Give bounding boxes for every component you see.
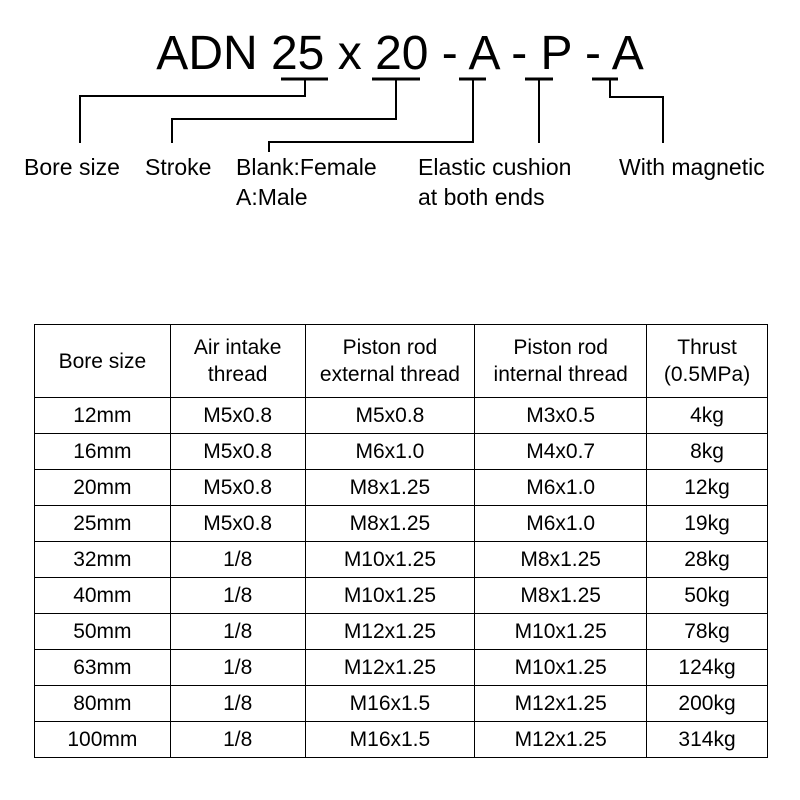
table-row [35, 506, 768, 542]
table-row [35, 650, 768, 686]
table-cell: 1/8 [170, 722, 305, 758]
table-cell: M10x1.25 [305, 578, 475, 614]
code-cushion: P [540, 27, 572, 80]
table-cell: M10x1.25 [475, 650, 647, 686]
column-header [35, 325, 171, 398]
table-cell: 50kg [647, 578, 768, 614]
column-header-text: Thrust [677, 336, 737, 359]
table-cell: M12x1.25 [475, 722, 647, 758]
label-stroke: Stroke [145, 154, 212, 180]
table-cell: 124kg [647, 650, 768, 686]
table-cell: 314kg [647, 722, 768, 758]
table-cell: M8x1.25 [305, 470, 475, 506]
table-cell: M5x0.8 [170, 470, 305, 506]
code-magnet: A [611, 27, 644, 80]
column-header-text: external thread [319, 363, 460, 386]
table-cell: 40mm [35, 578, 171, 614]
table-cell: M16x1.5 [305, 686, 475, 722]
table-cell: 100mm [35, 722, 171, 758]
table-cell: 1/8 [170, 650, 305, 686]
column-header-text: Piston rod [342, 336, 438, 359]
label-cushion-line1: Elastic cushion [418, 154, 572, 180]
table-cell: 28kg [647, 542, 768, 578]
table-cell: 1/8 [170, 686, 305, 722]
table-cell: 78kg [647, 614, 768, 650]
table-cell: M8x1.25 [475, 578, 647, 614]
table-cell: M10x1.25 [305, 542, 475, 578]
table-cell: M6x1.0 [475, 470, 647, 506]
column-header [475, 325, 647, 398]
table-row [35, 470, 768, 506]
column-header-text: thread [207, 363, 268, 386]
label-thread-type [236, 152, 377, 212]
table-row [35, 434, 768, 470]
table-cell: 32mm [35, 542, 171, 578]
table-cell: M8x1.25 [475, 542, 647, 578]
label-cushion-line2: at both ends [418, 184, 545, 210]
code-separator: x [337, 27, 362, 80]
column-header-text: (0.5MPa) [663, 363, 751, 386]
table-cell: 80mm [35, 686, 171, 722]
table-body [35, 398, 768, 758]
label-thread-line2: A:Male [236, 184, 308, 210]
label-thread-line1: Blank:Female [236, 154, 377, 180]
table-cell: M10x1.25 [475, 614, 647, 650]
code-dash: - [585, 27, 601, 80]
code-dash: - [441, 27, 458, 80]
table-cell: M12x1.25 [475, 686, 647, 722]
column-header [305, 325, 475, 398]
spec-table [34, 324, 768, 758]
column-header-text: Air intake [193, 336, 282, 359]
table-cell: M5x0.8 [170, 434, 305, 470]
connector-lines [0, 0, 800, 160]
code-thread: A [468, 27, 498, 80]
label-magnetic: With magnetic [619, 154, 765, 180]
column-header [170, 325, 305, 398]
table-cell: M12x1.25 [305, 650, 475, 686]
table-row [35, 722, 768, 758]
table-cell: M8x1.25 [305, 506, 475, 542]
table-cell: 63mm [35, 650, 171, 686]
table-cell: M12x1.25 [305, 614, 475, 650]
table-cell: M5x0.8 [170, 506, 305, 542]
table-row [35, 542, 768, 578]
table-cell: 16mm [35, 434, 171, 470]
table-cell: 12mm [35, 398, 171, 434]
table-cell: 20mm [35, 470, 171, 506]
code-bore: 25 [270, 27, 325, 80]
table-cell: 8kg [647, 434, 768, 470]
column-header [647, 325, 768, 398]
table-cell: M5x0.8 [305, 398, 475, 434]
column-header-text: Bore size [58, 349, 147, 373]
table-cell: 4kg [647, 398, 768, 434]
table-cell: M16x1.5 [305, 722, 475, 758]
table-cell: 19kg [647, 506, 768, 542]
table-row [35, 614, 768, 650]
label-bore-size: Bore size [24, 154, 120, 180]
table-cell: 1/8 [170, 578, 305, 614]
code-prefix: ADN [156, 27, 258, 80]
table-cell: M4x0.7 [475, 434, 647, 470]
table-cell: M5x0.8 [170, 398, 305, 434]
table-cell: M6x1.0 [305, 434, 475, 470]
table-cell: 1/8 [170, 614, 305, 650]
table-cell: M6x1.0 [475, 506, 647, 542]
label-cushion [418, 152, 571, 212]
table-header-row [35, 325, 768, 398]
table-cell: 50mm [35, 614, 171, 650]
code-stroke: 20 [375, 27, 429, 80]
table-cell: 1/8 [170, 542, 305, 578]
table-cell: 25mm [35, 506, 171, 542]
table-cell: 12kg [647, 470, 768, 506]
code-dash: - [511, 27, 528, 80]
column-header-text: internal thread [493, 363, 628, 386]
table-row [35, 398, 768, 434]
table-row [35, 686, 768, 722]
column-header-text: Piston rod [513, 336, 608, 359]
table-cell: M3x0.5 [475, 398, 647, 434]
table-row [35, 578, 768, 614]
table-cell: 200kg [647, 686, 768, 722]
